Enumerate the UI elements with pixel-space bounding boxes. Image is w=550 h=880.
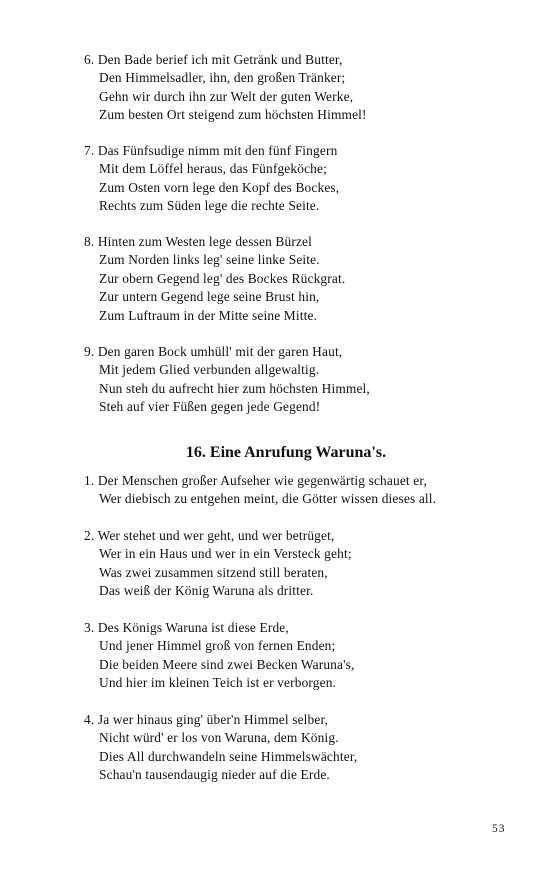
verse-line: Und jener Himmel groß von fernen Enden; bbox=[99, 638, 336, 654]
verse-line: Dies All durchwandeln seine Himmelswächter, bbox=[99, 748, 358, 764]
verse-line: Zum Luftraum in der Mitte seine Mitte. bbox=[99, 307, 318, 323]
verse-line: Steh auf vier Füßen gegen jede Gegend! bbox=[99, 399, 321, 415]
verse-line: 4. Ja wer hinaus ging' über'n Himmel selber, bbox=[84, 712, 329, 727]
verse-line: Wer diebisch zu entgehen meint, die Götter wissen dieses all. bbox=[99, 491, 437, 507]
verse-line: 6. Den Bade berief ich mit Getränk und Butter, bbox=[84, 52, 343, 67]
stanza-7 bbox=[84, 142, 339, 216]
verse-line: Wer in ein Haus und wer in ein Versteck geht; bbox=[99, 546, 352, 562]
verse-line: Das weiß der König Waruna als dritter. bbox=[99, 583, 314, 599]
verse-line: Nicht würd' er los von Waruna, dem König. bbox=[99, 730, 339, 746]
section-heading: 16. Eine Anrufung Waruna's. bbox=[185, 444, 387, 461]
stanza-4 bbox=[84, 711, 357, 785]
verse-line: Zur untern Gegend lege seine Brust hin, bbox=[99, 289, 320, 305]
verse-line: Die beiden Meere sind zwei Becken Waruna's, bbox=[99, 656, 355, 672]
verse-line: Zum Norden links leg' seine linke Seite. bbox=[99, 252, 320, 268]
verse-line: 7. Das Fünfsudige nimm mit den fünf Fingern bbox=[84, 143, 338, 158]
verse-line: Rechts zum Süden lege die rechte Seite. bbox=[99, 198, 320, 214]
stanza-6 bbox=[84, 51, 367, 125]
verse-line: Schau'n tausendaugig nieder auf die Erde. bbox=[99, 767, 330, 783]
verse-line: 8. Hinten zum Westen lege dessen Bürzel bbox=[84, 234, 313, 249]
verse-line: Mit dem Löffel heraus, das Fünfgeköche; bbox=[99, 161, 327, 177]
verse-line: Gehn wir durch ihn zur Welt der guten Werke, bbox=[99, 88, 354, 104]
verse-line: Zum besten Ort steigend zum höchsten Himmel! bbox=[99, 107, 367, 123]
verse-line: 9. Den garen Bock umhüll' mit der garen Haut, bbox=[84, 344, 343, 359]
verse-line: Den Himmelsadler, ihn, den großen Tränker; bbox=[99, 70, 346, 86]
stanza-1 bbox=[84, 472, 436, 509]
stanza-2 bbox=[84, 527, 352, 601]
verse-line: 2. Wer stehet und wer geht, und wer betrüget, bbox=[84, 528, 335, 543]
verse-line: Nun steh du aufrecht hier zum höchsten Himmel, bbox=[99, 380, 370, 396]
verse-line: 1. Der Menschen großer Aufseher wie gegenwärtig schauet er, bbox=[84, 473, 427, 488]
verse-line: Zur obern Gegend leg' des Bockes Rückgrat. bbox=[99, 270, 346, 286]
verse-line: 3. Des Königs Waruna ist diese Erde, bbox=[84, 620, 289, 635]
verse-line: Mit jedem Glied verbunden allgewaltig. bbox=[99, 362, 320, 378]
stanza-9 bbox=[84, 343, 370, 417]
stanza-3 bbox=[84, 619, 355, 693]
verse-line: Zum Osten vorn lege den Kopf des Bockes, bbox=[99, 179, 340, 195]
verse-line: Was zwei zusammen sitzend still beraten, bbox=[99, 564, 328, 580]
stanza-8 bbox=[84, 233, 345, 325]
verse-line: Und hier im kleinen Teich ist er verborgen. bbox=[99, 675, 337, 691]
page-number: 53 bbox=[492, 823, 506, 835]
